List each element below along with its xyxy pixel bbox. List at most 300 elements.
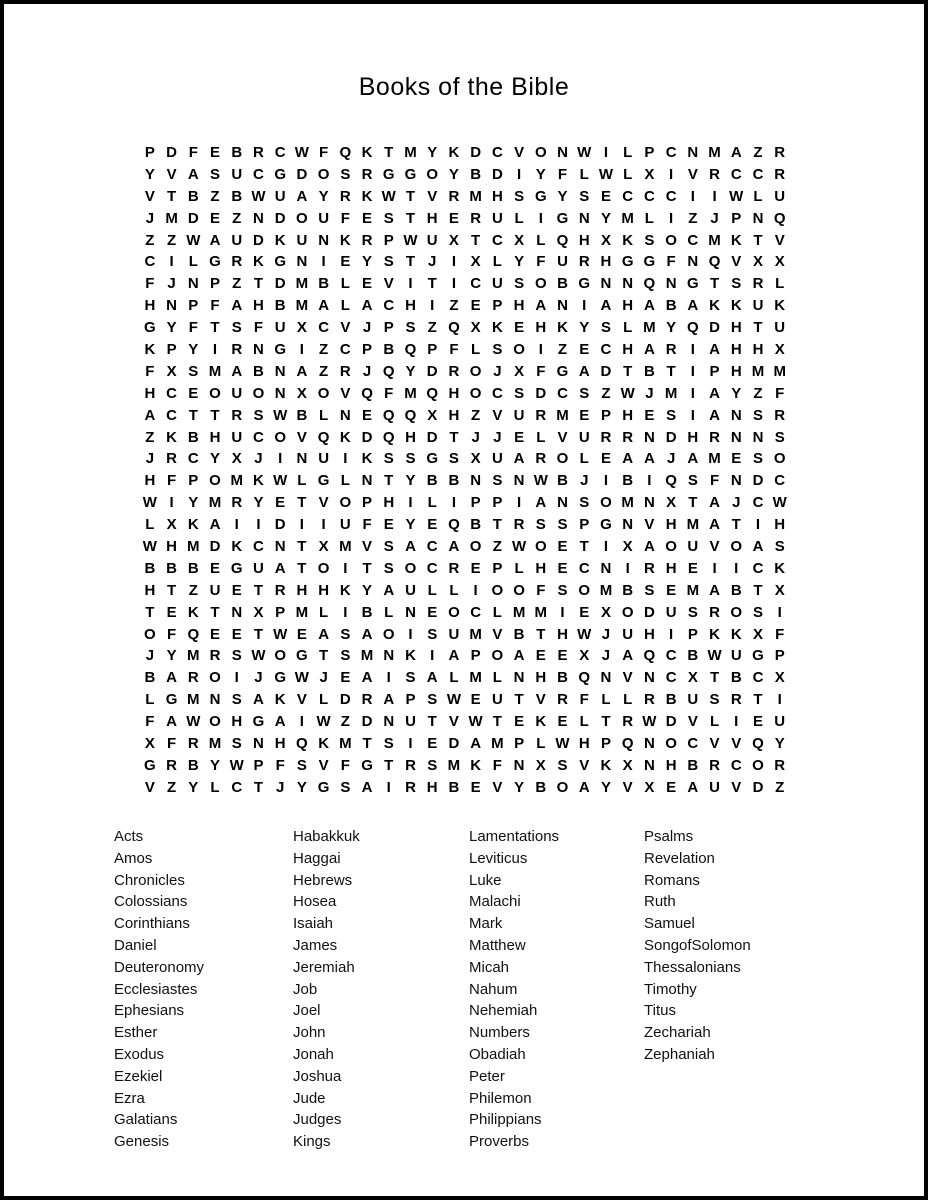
grid-letter: X (752, 625, 763, 643)
word-list-item: James (293, 936, 338, 954)
grid-letter: D (361, 428, 373, 446)
grid-letter: S (448, 450, 459, 468)
grid-letter: M (491, 735, 504, 753)
grid-letter: F (666, 253, 676, 271)
grid-letter: L (340, 472, 350, 490)
grid-letter: K (774, 559, 786, 577)
grid-letter: C (318, 319, 330, 337)
grid-letter: S (427, 756, 438, 774)
grid-letter: H (513, 297, 525, 315)
grid-letter: M (664, 384, 678, 402)
grid-letter: X (470, 253, 481, 271)
grid-letter: W (468, 713, 483, 731)
grid-letter: G (296, 647, 308, 665)
grid-letter: W (729, 187, 744, 205)
grid-letter: I (234, 516, 239, 534)
grid-letter: C (187, 450, 199, 468)
word-list-item: Joshua (293, 1067, 342, 1085)
grid-letter: Z (601, 384, 611, 402)
grid-row (139, 580, 791, 602)
grid-letter: F (166, 625, 177, 643)
grid-letter: Y (166, 647, 177, 665)
grid-letter: I (669, 625, 674, 643)
grid-letter: N (296, 450, 308, 468)
word-list-item: Job (293, 980, 318, 998)
grid-letter: U (231, 428, 243, 446)
grid-letter: U (513, 406, 525, 424)
grid-letter: B (144, 559, 156, 577)
grid-letter: V (622, 778, 633, 796)
grid-letter: J (493, 362, 502, 380)
grid-letter: O (296, 209, 308, 227)
grid-letter: M (187, 647, 200, 665)
grid-letter: O (382, 625, 395, 643)
grid-letter: A (383, 581, 395, 599)
grid-letter: K (318, 735, 330, 753)
grid-letter: M (512, 603, 526, 621)
grid-letter: O (730, 603, 743, 621)
grid-letter: V (535, 691, 546, 709)
grid-letter: W (273, 625, 288, 643)
grid-letter: U (730, 647, 742, 665)
grid-letter: I (169, 494, 174, 512)
grid-letter: V (644, 516, 655, 534)
grid-letter: N (513, 472, 525, 490)
grid-letter: A (709, 516, 720, 534)
grid-row (139, 273, 791, 295)
grid-letter: J (145, 209, 155, 227)
grid-letter: K (274, 691, 286, 709)
grid-letter: M (686, 581, 700, 599)
grid-letter: A (166, 669, 177, 687)
grid-letter: R (231, 341, 243, 359)
grid-letter: Q (621, 735, 634, 753)
grid-letter: V (318, 756, 329, 774)
grid-letter: A (687, 778, 699, 796)
grid-letter: L (319, 603, 329, 621)
grid-letter: P (774, 647, 785, 665)
grid-letter: B (274, 297, 286, 315)
grid-letter: S (644, 231, 655, 249)
grid-letter: S (579, 187, 590, 205)
grid-letter: L (579, 713, 589, 731)
grid-letter: T (471, 231, 481, 249)
grid-letter: J (732, 494, 741, 512)
grid-letter: O (469, 362, 482, 380)
grid-letter: J (145, 450, 155, 468)
grid-letter: V (731, 778, 742, 796)
grid-letter: N (557, 297, 568, 315)
grid-letter: P (405, 691, 416, 709)
grid-letter: Y (144, 165, 155, 183)
grid-letter: Y (166, 319, 177, 337)
grid-letter: I (408, 494, 413, 512)
grid-letter: S (231, 647, 242, 665)
grid-letter: T (297, 538, 307, 556)
word-list-item: Leviticus (469, 849, 528, 867)
grid-letter: M (404, 144, 417, 161)
word-list-item: Colossians (114, 893, 188, 911)
grid-letter: R (361, 691, 373, 709)
grid-letter: O (469, 538, 482, 556)
grid-letter: H (448, 384, 460, 402)
grid-letter: R (361, 231, 373, 249)
grid-row (139, 295, 791, 317)
grid-letter: V (362, 538, 373, 556)
grid-letter: R (231, 253, 243, 271)
grid-letter: G (752, 647, 764, 665)
grid-letter: T (362, 735, 372, 753)
grid-letter: G (317, 778, 330, 796)
grid-letter: P (470, 494, 481, 512)
grid-row (139, 558, 791, 580)
grid-letter: U (209, 581, 221, 599)
grid-letter: I (690, 187, 695, 205)
grid-letter: E (427, 735, 438, 753)
grid-letter: E (231, 581, 242, 599)
word-list-item: Ruth (644, 893, 676, 911)
grid-letter: N (730, 428, 742, 446)
grid-letter: C (491, 231, 503, 249)
grid-letter: Y (448, 165, 459, 183)
grid-letter: I (734, 713, 739, 731)
grid-letter: T (319, 647, 329, 665)
grid-letter: H (535, 559, 547, 577)
grid-letter: K (470, 756, 482, 774)
grid-letter: S (492, 341, 503, 359)
grid-letter: G (274, 341, 286, 359)
grid-letter: C (339, 341, 351, 359)
grid-letter: Y (188, 494, 199, 512)
grid-letter: F (775, 384, 785, 402)
grid-letter: Y (600, 209, 611, 227)
grid-letter: R (643, 559, 655, 577)
grid-letter: M (534, 603, 548, 621)
grid-letter: T (666, 362, 676, 380)
grid-letter: X (470, 450, 481, 468)
grid-letter: L (449, 581, 459, 599)
grid-letter: R (231, 494, 243, 512)
grid-letter: U (253, 559, 264, 577)
grid-letter: R (231, 406, 243, 424)
grid-letter: G (600, 516, 612, 534)
grid-letter: D (752, 778, 764, 796)
grid-letter: A (622, 647, 634, 665)
grid-letter: X (253, 603, 264, 621)
grid-letter: M (469, 187, 482, 205)
grid-letter: T (384, 472, 394, 490)
grid-letter: H (426, 778, 438, 796)
grid-letter: I (777, 691, 782, 709)
grid-letter: K (361, 187, 373, 205)
grid-letter: A (643, 450, 655, 468)
grid-letter: T (384, 756, 394, 774)
grid-letter: R (665, 341, 677, 359)
word-list-item: Jeremiah (293, 958, 355, 976)
grid-letter: E (427, 603, 438, 621)
grid-letter: I (603, 538, 609, 556)
word-list-column (644, 826, 751, 1066)
grid-letter: G (556, 362, 569, 380)
grid-letter: M (708, 231, 721, 249)
grid-letter: T (623, 362, 633, 380)
grid-letter: H (730, 341, 742, 359)
grid-letter: B (383, 341, 395, 359)
grid-letter: H (622, 406, 634, 424)
grid-letter: N (578, 209, 590, 227)
grid-letter: M (708, 450, 721, 468)
grid-letter: S (427, 625, 438, 643)
grid-letter: I (234, 669, 239, 687)
grid-letter: N (513, 669, 525, 687)
grid-letter: V (687, 165, 698, 183)
grid-letter: L (449, 669, 459, 687)
grid-letter: G (404, 165, 417, 183)
grid-letter: I (408, 275, 413, 293)
word-list-item: Isaiah (293, 915, 334, 933)
grid-letter: P (253, 756, 264, 774)
grid-letter: O (209, 713, 221, 731)
grid-letter: I (321, 253, 326, 271)
grid-letter: D (274, 209, 286, 227)
grid-letter: L (536, 231, 546, 249)
grid-letter: Z (319, 362, 329, 380)
grid-letter: P (188, 297, 199, 315)
grid-letter: X (296, 384, 307, 402)
grid-letter: S (231, 319, 242, 337)
grid-letter: E (210, 559, 221, 577)
grid-letter: D (491, 165, 503, 183)
grid-letter: I (473, 581, 478, 599)
grid-letter: Q (404, 341, 417, 359)
grid-letter: A (730, 144, 742, 161)
grid-letter: N (187, 275, 199, 293)
grid-letter: O (317, 559, 330, 577)
grid-letter: V (296, 428, 307, 446)
grid-letter: F (253, 319, 264, 337)
grid-letter: E (731, 450, 742, 468)
grid-letter: K (600, 756, 612, 774)
grid-letter: B (231, 187, 243, 205)
grid-letter: A (600, 297, 612, 315)
grid-letter: S (383, 209, 394, 227)
word-list-item: Jude (293, 1089, 326, 1107)
grid-letter: E (514, 319, 525, 337)
grid-letter: V (340, 319, 351, 337)
grid-letter: W (555, 735, 570, 753)
grid-letter: M (339, 538, 352, 556)
grid-letter: R (730, 691, 742, 709)
grid-letter: K (339, 428, 351, 446)
grid-letter: A (426, 669, 438, 687)
grid-letter: G (534, 187, 547, 205)
grid-letter: I (321, 516, 326, 534)
word-list-item: Jonah (293, 1045, 334, 1063)
grid-letter: S (231, 691, 242, 709)
grid-letter: V (774, 231, 785, 249)
word-list-item: Ezra (114, 1089, 145, 1107)
grid-letter: S (383, 559, 394, 577)
grid-letter: O (534, 538, 547, 556)
grid-letter: R (448, 559, 460, 577)
grid-letter: T (362, 559, 372, 577)
grid-letter: A (296, 187, 308, 205)
grid-letter: A (622, 450, 634, 468)
grid-letter: A (448, 538, 460, 556)
grid-letter: R (448, 187, 460, 205)
puzzle-grid (139, 142, 791, 799)
grid-letter: I (430, 297, 435, 315)
grid-letter: B (557, 472, 568, 490)
grid-letter: X (470, 319, 481, 337)
grid-letter: M (708, 144, 721, 161)
grid-letter: A (253, 691, 264, 709)
grid-letter: J (254, 450, 263, 468)
grid-letter: A (687, 297, 699, 315)
word-list-item: Matthew (469, 936, 526, 954)
page-title: Books of the Bible (358, 73, 570, 101)
grid-letter: U (774, 713, 786, 731)
grid-letter: S (383, 253, 394, 271)
grid-letter: E (362, 406, 373, 424)
grid-letter: K (187, 516, 199, 534)
grid-letter: F (557, 165, 568, 183)
grid-letter: O (752, 756, 764, 774)
grid-letter: T (405, 187, 416, 205)
grid-letter: W (316, 713, 331, 731)
grid-row (139, 667, 791, 689)
grid-letter: Y (318, 187, 329, 205)
grid-letter: Y (296, 778, 307, 796)
grid-letter: W (577, 625, 592, 643)
grid-letter: K (448, 144, 460, 161)
grid-letter: F (319, 144, 329, 161)
grid-letter: V (492, 625, 503, 643)
grid-letter: B (730, 581, 742, 599)
grid-letter: H (253, 297, 264, 315)
grid-letter: D (709, 319, 720, 337)
grid-letter: P (600, 406, 611, 424)
grid-letter: T (753, 319, 763, 337)
grid-letter: E (448, 209, 459, 227)
grid-letter: F (145, 275, 155, 293)
grid-letter: Y (514, 253, 525, 271)
grid-letter: D (296, 165, 308, 183)
grid-letter: A (318, 297, 330, 315)
grid-letter: Z (166, 778, 177, 796)
grid-letter: B (296, 406, 308, 424)
grid-letter: R (709, 603, 720, 621)
grid-letter: F (275, 756, 285, 774)
grid-letter: N (643, 735, 655, 753)
grid-letter: L (319, 406, 329, 424)
grid-letter: M (208, 362, 222, 380)
grid-letter: S (579, 494, 590, 512)
grid-letter: R (535, 406, 547, 424)
grid-letter: T (492, 516, 502, 534)
grid-letter: S (774, 538, 785, 556)
grid-letter: W (142, 538, 157, 556)
grid-letter: A (709, 384, 720, 402)
grid-letter: G (209, 253, 221, 271)
grid-letter: H (752, 341, 764, 359)
grid-letter: Q (296, 735, 308, 753)
grid-letter: G (578, 275, 591, 293)
grid-letter: X (774, 669, 785, 687)
grid-letter: J (471, 428, 480, 446)
grid-letter: E (557, 559, 568, 577)
grid-letter: I (299, 713, 304, 731)
grid-letter: O (773, 450, 786, 468)
grid-letter: J (428, 253, 437, 271)
grid-letter: T (427, 713, 437, 731)
grid-letter: B (187, 187, 199, 205)
grid-letter: W (294, 144, 309, 161)
grid-row (139, 624, 791, 646)
grid-letter: A (709, 581, 720, 599)
grid-letter: Z (471, 406, 481, 424)
grid-letter: V (579, 756, 590, 774)
grid-letter: P (362, 341, 373, 359)
grid-letter: K (622, 231, 634, 249)
grid-letter: F (210, 297, 220, 315)
grid-letter: H (687, 428, 699, 446)
grid-letter: A (209, 231, 221, 249)
grid-letter: F (536, 581, 546, 599)
grid-letter: M (751, 362, 765, 380)
grid-letter: N (383, 713, 395, 731)
grid-letter: G (621, 253, 634, 271)
grid-letter: I (343, 603, 348, 621)
grid-letter: P (144, 144, 155, 161)
grid-letter: L (492, 669, 502, 687)
grid-letter: T (601, 713, 611, 731)
grid-letter: P (275, 603, 286, 621)
word-list-item: Psalms (644, 828, 694, 845)
grid-letter: I (408, 735, 413, 753)
grid-letter: E (362, 209, 373, 227)
grid-letter: C (274, 144, 286, 161)
grid-letter: G (361, 756, 373, 774)
grid-letter: I (690, 384, 695, 402)
word-list-item: Nahum (469, 980, 518, 998)
grid-letter: T (253, 625, 264, 643)
grid-letter: Q (643, 647, 656, 665)
grid-letter: Z (753, 144, 763, 161)
grid-letter: F (536, 362, 546, 380)
grid-letter: U (231, 231, 243, 249)
grid-letter: K (709, 297, 720, 315)
grid-letter: N (253, 209, 264, 227)
grid-letter: N (730, 406, 742, 424)
grid-letter: C (426, 538, 438, 556)
grid-letter: R (774, 165, 786, 183)
grid-letter: C (730, 165, 742, 183)
grid-letter: H (144, 384, 156, 402)
grid-letter: M (360, 647, 374, 665)
word-list-item: Exodus (114, 1045, 165, 1063)
grid-letter: H (578, 231, 590, 249)
grid-letter: U (318, 450, 330, 468)
grid-letter: N (318, 231, 330, 249)
grid-letter: X (166, 362, 177, 380)
grid-letter: O (209, 472, 221, 490)
grid-letter: Q (448, 516, 460, 534)
grid-letter: S (752, 450, 763, 468)
grid-letter: F (166, 472, 177, 490)
grid-letter: K (730, 231, 742, 249)
grid-letter: P (470, 647, 481, 665)
